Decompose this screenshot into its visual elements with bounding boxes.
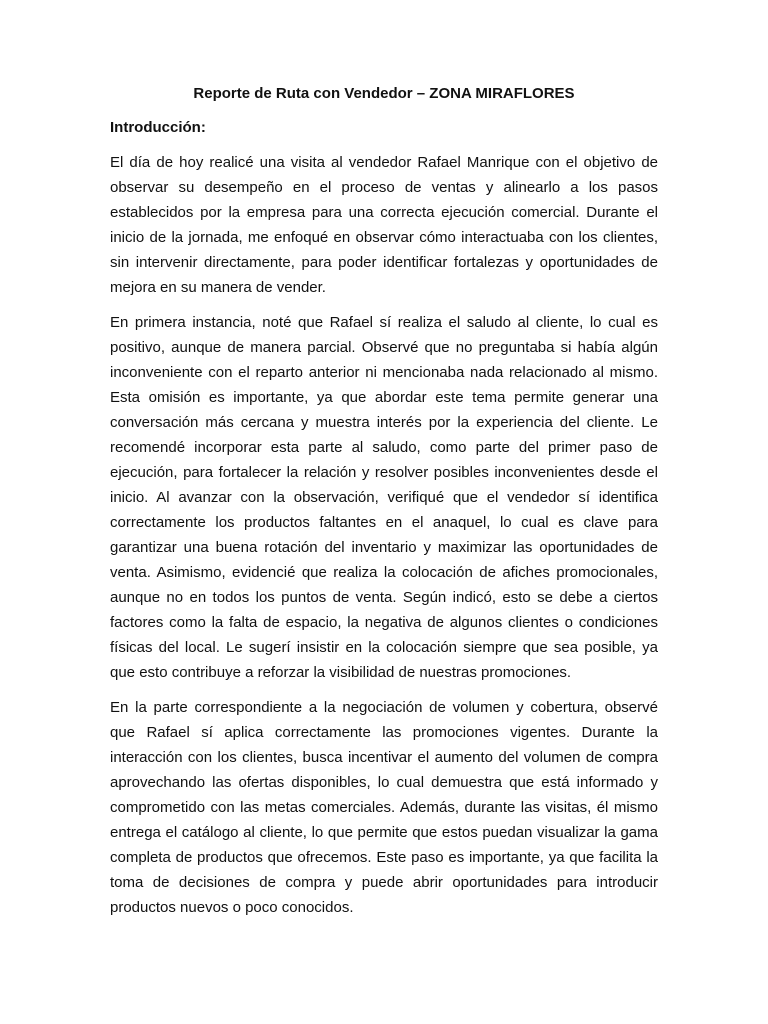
paragraph-2: En primera instancia, noté que Rafael sí realiza el saludo al cliente, lo cual es positivo, aunque de manera parcial. Observé que no preguntaba si había algún inconveniente con el reparto anterior ni mencionaba nada relacionado al mismo. Esta omisión es importante, ya que abordar este tema permite generar una conversación más cercana y muestra interés por la experiencia del cliente. Le recomendé incorporar esta parte al saludo, como parte del primer paso de ejecución, para fortalecer la relación y resolver posibles inconvenientes desde el inicio. Al avanzar con la observación, verifiqué que el vendedor sí identifica correctamente los productos faltantes en el anaquel, lo cual es clave para garantizar una buena rotación del inventario y maximizar las oportunidades de venta. Asimismo, evidencié que realiza la colocación de afiches promocionales, aunque no en todos los puntos de venta. Según indicó, esto se debe a ciertos factores como la falta de espacio, la negativa de algunos clientes o condiciones físicas del local. Le sugerí insistir en la colocación siempre que sea posible, ya que esto contribuye a reforzar la visibilidad de nuestras promociones. <box>110 314 658 681</box>
paragraph-3: En la parte correspondiente a la negociación de volumen y cobertura, observé que Rafael sí aplica correctamente las promociones vigentes. Durante la interacción con los clientes, busca incentivar el aumento del volumen de compra aprovechando las ofertas disponibles, lo cual demuestra que está informado y comprometido con las metas comerciales. Además, durante las visitas, él mismo entrega el catálogo al cliente, lo que permite que estos puedan visualizar la gama completa de productos que ofrecemos. Este paso es importante, ya que facilita la toma de decisiones de compra y puede abrir oportunidades para introducir productos nuevos o poco conocidos. <box>110 699 658 916</box>
paragraph-1: El día de hoy realicé una visita al vendedor Rafael Manrique con el objetivo de observar su desempeño en el proceso de ventas y alinearlo a los pasos establecidos por la empresa para una correcta ejecución comercial. Durante el inicio de la jornada, me enfoqué en observar cómo interactuaba con los clientes, sin intervenir directamente, para poder identificar fortalezas y oportunidades de mejora en su manera de vender. <box>110 154 658 296</box>
document-title: Reporte de Ruta con Vendedor – ZONA MIRAFLORES <box>193 85 575 102</box>
section-heading-introduction: Introducción: <box>110 119 206 136</box>
